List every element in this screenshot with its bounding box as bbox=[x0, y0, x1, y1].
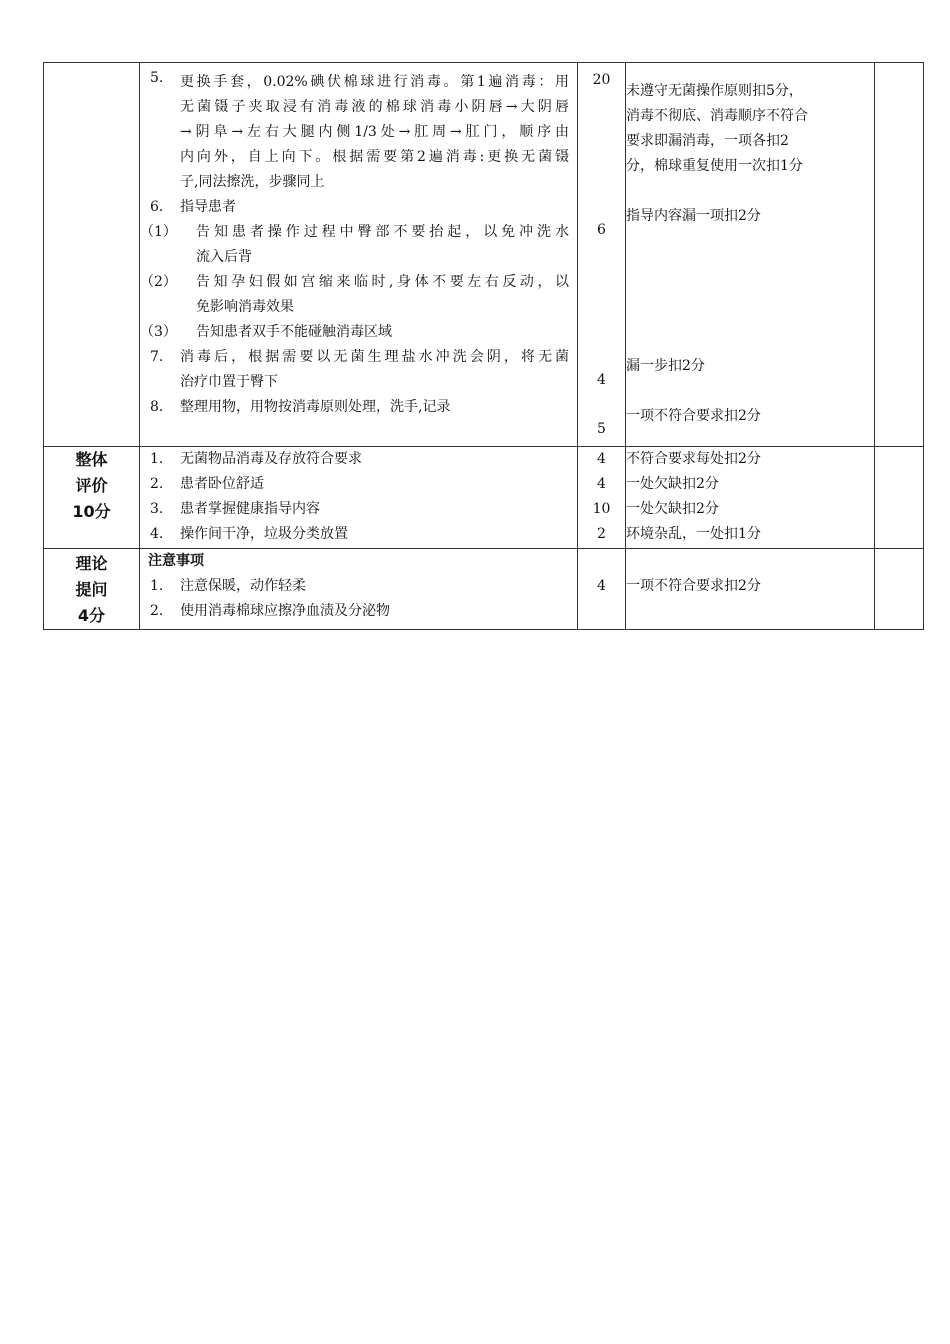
score-cell bbox=[578, 63, 626, 447]
deduction-cell bbox=[626, 447, 875, 549]
item-text: 患者掌握健康指导内容 bbox=[180, 501, 320, 517]
score-value: 20 bbox=[592, 72, 611, 88]
category-label: 4分 bbox=[77, 606, 106, 625]
substep-number: （1） bbox=[140, 224, 177, 240]
step-text-line: 更换手套，0.02%碘伏棉球进行消毒。第1遍消毒：用 bbox=[180, 74, 569, 90]
step-6 bbox=[148, 195, 569, 220]
item-number: 2. bbox=[150, 603, 164, 619]
step-text-line: 无菌镊子夹取浸有消毒液的棉球消毒小阴唇→大阴唇 bbox=[180, 99, 569, 115]
evaluation-items-cell bbox=[140, 447, 578, 549]
remarks-cell bbox=[875, 63, 924, 447]
item-number: 1. bbox=[150, 578, 164, 594]
deduction-line: 分，棉球重复使用一次扣1分 bbox=[626, 158, 803, 174]
step-8 bbox=[148, 395, 569, 420]
score-value: 4 bbox=[597, 372, 606, 388]
step-text-line: 内向外，自上向下。根据需要第2遍消毒:更换无菌镊 bbox=[180, 149, 569, 165]
precautions-heading: 注意事项 bbox=[148, 553, 204, 569]
category-cell bbox=[44, 447, 140, 549]
score-value: 4 bbox=[597, 578, 606, 594]
substep-3 bbox=[140, 320, 569, 345]
deduction-line: 一项不符合要求扣2分 bbox=[626, 578, 761, 594]
procedure-row bbox=[44, 63, 924, 447]
substep-text-line: 告知患者操作过程中臀部不要抬起，以免冲洗水 bbox=[196, 224, 569, 240]
substep-text-line: 流入后背 bbox=[196, 249, 252, 265]
item-number: 4. bbox=[150, 526, 164, 542]
deduction-line: 未遵守无菌操作原则扣5分， bbox=[626, 83, 803, 99]
step-number: 8. bbox=[150, 399, 164, 415]
category-label: 评价 bbox=[75, 476, 108, 495]
substep-2 bbox=[140, 270, 569, 320]
item-number: 3. bbox=[150, 501, 164, 517]
step-text-line: 整理用物，用物按消毒原则处理，洗手,记录 bbox=[180, 399, 451, 415]
step-text-line: 治疗巾置于臀下 bbox=[180, 374, 278, 390]
deduction-line: 消毒不彻底、消毒顺序不符合 bbox=[626, 108, 808, 124]
deduction-line: 指导内容漏一项扣2分 bbox=[626, 208, 761, 224]
deduction-cell bbox=[626, 63, 875, 447]
category-label: 理论 bbox=[75, 554, 108, 573]
step-text-line: 指导患者 bbox=[180, 199, 236, 215]
item-text: 无菌物品消毒及存放符合要求 bbox=[180, 451, 362, 467]
step-7 bbox=[148, 345, 569, 395]
deduction-line: 要求即漏消毒，一项各扣2 bbox=[626, 133, 789, 149]
score-value: 5 bbox=[597, 421, 606, 437]
deduction-cell bbox=[626, 549, 875, 630]
category-cell bbox=[44, 549, 140, 630]
deduction-line: 漏一步扣2分 bbox=[626, 358, 705, 374]
item-text: 注意保暖，动作轻柔 bbox=[180, 578, 306, 594]
deduction-line: 不符合要求每处扣2分 bbox=[626, 451, 761, 467]
substep-text-line: 免影响消毒效果 bbox=[196, 299, 294, 315]
category-label: 整体 bbox=[75, 450, 108, 469]
category-cell-empty bbox=[44, 63, 140, 447]
item-text: 患者卧位舒适 bbox=[180, 476, 264, 492]
score-value: 2 bbox=[597, 526, 606, 542]
step-text-line: 消毒后，根据需要以无菌生理盐水冲洗会阴，将无菌 bbox=[180, 349, 569, 365]
score-cell bbox=[578, 447, 626, 549]
substep-number: （3） bbox=[140, 324, 177, 340]
scoring-table bbox=[43, 62, 924, 630]
step-number: 5. bbox=[150, 70, 164, 86]
score-value: 6 bbox=[597, 222, 606, 238]
remarks-cell bbox=[875, 549, 924, 630]
score-value: 4 bbox=[597, 451, 606, 467]
step-text-line: →阴阜→左右大腿内侧1/3处→肛周→肛门，顺序由 bbox=[180, 124, 569, 140]
step-number: 6. bbox=[150, 199, 164, 215]
deduction-line: 一项不符合要求扣2分 bbox=[626, 408, 761, 424]
step-5 bbox=[148, 70, 569, 195]
item-number: 2. bbox=[150, 476, 164, 492]
precautions-cell bbox=[140, 549, 578, 630]
substep-number: （2） bbox=[140, 274, 177, 290]
item-text: 使用消毒棉球应擦净血渍及分泌物 bbox=[180, 603, 390, 619]
category-label: 10分 bbox=[72, 502, 111, 521]
substep-1 bbox=[140, 220, 569, 270]
score-cell bbox=[578, 549, 626, 630]
deduction-line: 一处欠缺扣2分 bbox=[626, 501, 719, 517]
step-number: 7. bbox=[150, 349, 164, 365]
deduction-line: 一处欠缺扣2分 bbox=[626, 476, 719, 492]
item-text: 操作间干净，垃圾分类放置 bbox=[180, 526, 348, 542]
score-value: 4 bbox=[597, 476, 606, 492]
step-text-line: 子,同法擦洗，步骤同上 bbox=[180, 174, 325, 190]
theory-questions-row bbox=[44, 549, 924, 630]
remarks-cell bbox=[875, 447, 924, 549]
item-number: 1. bbox=[150, 451, 164, 467]
substep-text-line: 告知孕妇假如宫缩来临时,身体不要左右反动，以 bbox=[196, 274, 569, 290]
deduction-line: 环境杂乱，一处扣1分 bbox=[626, 526, 761, 542]
procedure-steps-cell bbox=[140, 63, 578, 447]
overall-evaluation-row bbox=[44, 447, 924, 549]
substep-text-line: 告知患者双手不能碰触消毒区域 bbox=[196, 324, 392, 340]
score-value: 10 bbox=[592, 501, 611, 517]
category-label: 提问 bbox=[75, 580, 108, 599]
